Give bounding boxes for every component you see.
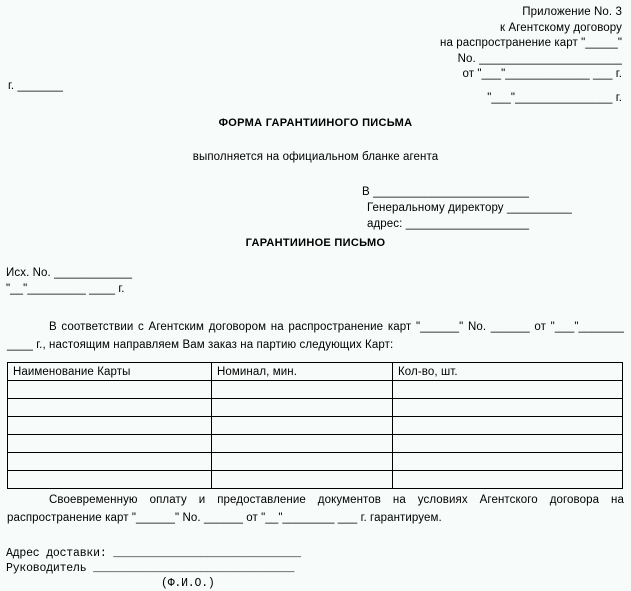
city-line: г. _______ [8, 80, 63, 92]
table-row[interactable] [8, 417, 623, 435]
cell-denomination[interactable] [212, 399, 393, 417]
cell-card-name[interactable] [8, 417, 212, 435]
column-header-card-name: Наименование Карты [8, 363, 212, 381]
column-header-quantity: Кол-во, шт. [393, 363, 623, 381]
cell-denomination[interactable] [212, 417, 393, 435]
header-line-date: от "___"_____________ ___ г. [462, 68, 622, 81]
letter-title: ГАРАНТИИНОЕ ПИСЬМО [245, 237, 386, 249]
outgoing-number-line: Исх. No. ____________ [6, 267, 133, 279]
header-line-agreement: к Агентскому договору [500, 21, 622, 34]
body-paragraph-guarantee [7, 491, 624, 527]
signature-block [6, 546, 436, 591]
table-row[interactable] [8, 453, 623, 471]
cell-card-name[interactable] [8, 381, 212, 399]
delivery-address-line: Адрес доставки: ____________________________ [6, 547, 301, 560]
table-row[interactable] [8, 435, 623, 453]
body-paragraph-order-text: В соответствии с Агентским договором на распространение карт "______" No. ______ от "___"_______ ____ г., настоящим направляем Вам заказ на партию следующих Карт: [7, 321, 624, 351]
header-line-date-2: "___"_______________ г. [487, 91, 622, 104]
outgoing-reference-block [6, 265, 132, 297]
addressee-block [362, 185, 631, 232]
table-header-row [8, 363, 623, 381]
cell-quantity[interactable] [393, 471, 623, 489]
addressee-line-address: адрес: ___________________ [367, 217, 530, 230]
appendix-header-block [202, 5, 622, 107]
column-header-denomination: Номинал, мин. [212, 363, 393, 381]
cell-quantity[interactable] [393, 399, 623, 417]
cell-quantity[interactable] [393, 381, 623, 399]
page-subtitle: выполняется на официальном бланке агента [192, 151, 439, 163]
cards-order-table [7, 362, 623, 489]
addressee-line-to: В ________________________ [362, 186, 529, 198]
cell-quantity[interactable] [393, 417, 623, 435]
body-paragraph-guarantee-text: Своевременную оплату и предоставление документов на условиях Агентского договора на распространение карт "______" No. ______ от "__"________ ___ г. гарантируем. [7, 494, 624, 524]
cell-card-name[interactable] [8, 399, 212, 417]
header-line-appendix: Приложение No. 3 [522, 6, 622, 18]
cell-quantity[interactable] [393, 453, 623, 471]
page-title: ФОРМА ГАРАНТИИНОГО ПИСЬМА [218, 117, 413, 129]
header-line-cards: на распространение карт "_____" [440, 37, 622, 50]
cell-card-name[interactable] [8, 453, 212, 471]
table-body [8, 381, 623, 489]
cell-denomination[interactable] [212, 471, 393, 489]
fio-caption: (Ф.И.О.) [161, 577, 215, 590]
table-row[interactable] [8, 381, 623, 399]
addressee-line-director: Генеральному директору __________ [367, 201, 572, 214]
cell-denomination[interactable] [212, 435, 393, 453]
outgoing-date-line: "__"_________ ____ г. [6, 283, 125, 295]
cell-card-name[interactable] [8, 435, 212, 453]
header-line-number: No. ______________________ [457, 52, 622, 65]
manager-line: Руководитель ______________________________ [6, 562, 295, 575]
cell-card-name[interactable] [8, 471, 212, 489]
cell-denomination[interactable] [212, 381, 393, 399]
cell-quantity[interactable] [393, 435, 623, 453]
table-row[interactable] [8, 471, 623, 489]
body-paragraph-order [7, 318, 624, 354]
cell-denomination[interactable] [212, 453, 393, 471]
table-row[interactable] [8, 399, 623, 417]
